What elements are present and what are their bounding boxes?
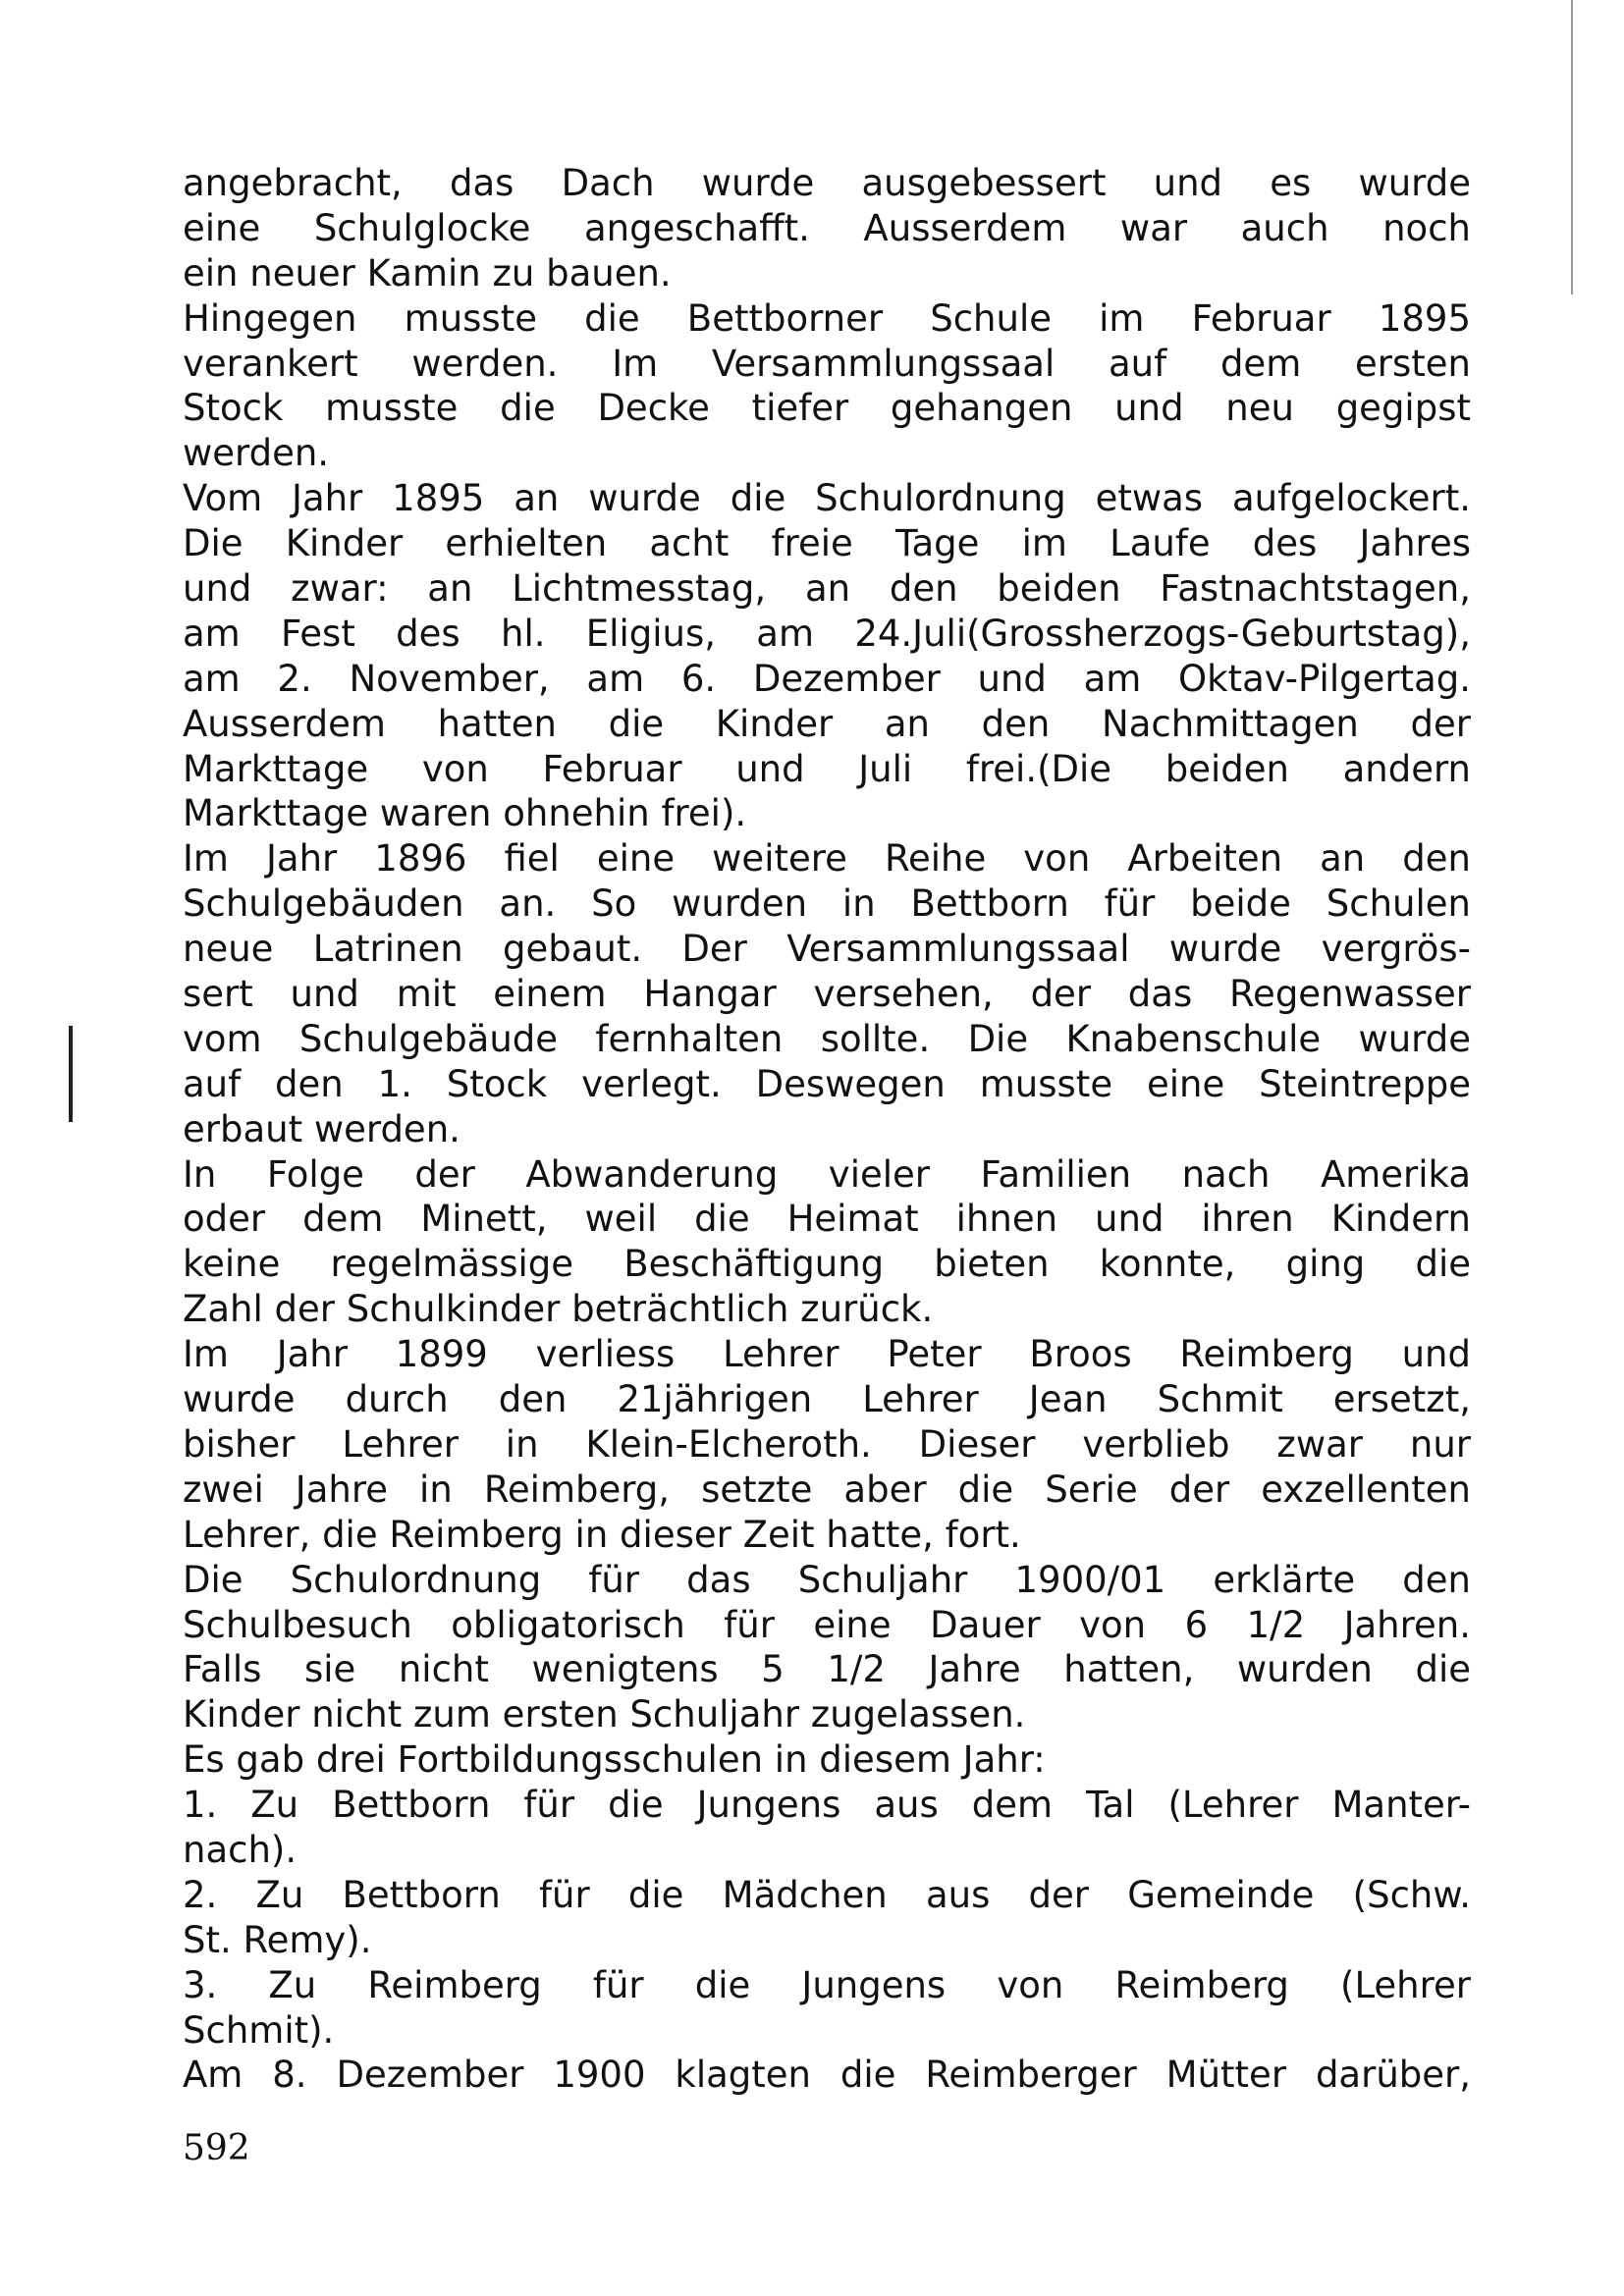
text-line: ein neuer Kamin zu bauen. [183, 251, 672, 294]
text-line: auf den 1. Stock verlegt. Deswegen musste eine Steintreppe [183, 1062, 1471, 1105]
text-line: keine regelmässige Beschäftigung bieten konnte, ging die [183, 1243, 1471, 1286]
text-line: Ausserdem hatten die Kinder an den Nachmittagen der [183, 702, 1471, 745]
text-line: oder dem Minett, weil die Heimat ihnen und ihren Kindern [183, 1198, 1471, 1241]
text-line: Die Schulordnung für das Schuljahr 1900/01 erklärte den [183, 1558, 1471, 1601]
text-line: Die Kinder erhielten acht freie Tage im Laufe des Jahres [183, 522, 1471, 565]
text-line: Hingegen musste die Bettborner Schule im Februar 1895 [183, 296, 1471, 340]
text-line: am Fest des hl. Eligius, am 24.Juli(Grossherzogs-Geburtstag), [183, 612, 1471, 655]
body-text [183, 161, 1471, 2098]
text-line: 2. Zu Bettborn für die Mädchen aus der Gemeinde (Schw. [183, 1873, 1471, 1916]
text-line: verankert werden. Im Versammlungssaal auf dem ersten [183, 342, 1471, 385]
text-line: zwei Jahre in Reimberg, setzte aber die Serie der exzellenten [183, 1468, 1471, 1511]
text-line: am 2. November, am 6. Dezember und am Oktav-Pilgertag. [183, 657, 1471, 700]
text-line: nach). [183, 1828, 298, 1871]
text-line: Es gab drei Fortbildungsschulen in diesem Jahr: [183, 1738, 1046, 1782]
text-line: Schulbesuch obligatorisch für eine Dauer von 6 1/2 Jahren. [183, 1603, 1471, 1646]
text-line: bisher Lehrer in Klein-Elcheroth. Dieser verblieb zwar nur [183, 1422, 1471, 1466]
text-line: Kinder nicht zum ersten Schuljahr zugelassen. [183, 1693, 1026, 1736]
text-line: Schulgebäuden an. So wurden in Bettborn für beide Schulen [183, 882, 1471, 926]
text-line: In Folge der Abwanderung vieler Familien nach Amerika [183, 1152, 1471, 1196]
margin-mark [69, 1026, 73, 1122]
text-line: Markttage waren ohnehin frei). [183, 792, 747, 835]
text-line: 3. Zu Reimberg für die Jungens von Reimberg (Lehrer [183, 1963, 1471, 2006]
text-line: Stock musste die Decke tiefer gehangen und neu gegipst [183, 387, 1471, 430]
text-line: Am 8. Dezember 1900 klagten die Reimberger Mütter darüber, [183, 2054, 1471, 2097]
text-line: neue Latrinen gebaut. Der Versammlungssaal wurde vergrös- [183, 928, 1471, 971]
text-line: sert und mit einem Hangar versehen, der das Regenwasser [183, 973, 1471, 1016]
page-number: 592 [183, 2128, 250, 2168]
text-line: eine Schulglocke angeschafft. Ausserdem war auch noch [183, 206, 1471, 249]
text-line: und zwar: an Lichtmesstag, an den beiden Fastnachtstagen, [183, 567, 1471, 611]
text-line: Schmit). [183, 2008, 335, 2052]
scan-edge-line [1571, 0, 1573, 294]
text-line: Markttage von Februar und Juli frei.(Die beiden andern [183, 747, 1471, 790]
text-line: 1. Zu Bettborn für die Jungens aus dem Tal (Lehrer Manter- [183, 1784, 1471, 1827]
text-line: Lehrer, die Reimberg in dieser Zeit hatte, fort. [183, 1513, 1021, 1556]
text-line: St. Remy). [183, 1918, 372, 1961]
text-line: erbaut werden. [183, 1107, 460, 1150]
text-line: angebracht, das Dach wurde ausgebessert und es wurde [183, 162, 1471, 204]
text-line: vom Schulgebäude fernhalten sollte. Die Knabenschule wurde [183, 1017, 1471, 1060]
text-line: Vom Jahr 1895 an wurde die Schulordnung etwas aufgelockert. [183, 477, 1471, 520]
text-line: Im Jahr 1899 verliess Lehrer Peter Broos Reimberg und [183, 1333, 1471, 1376]
text-line: Zahl der Schulkinder beträchtlich zurück. [183, 1288, 934, 1331]
text-line: wurde durch den 21jährigen Lehrer Jean Schmit ersetzt, [183, 1378, 1471, 1421]
text-line: werden. [183, 432, 330, 475]
text-line: Im Jahr 1896 fiel eine weitere Reihe von Arbeiten an den [183, 837, 1471, 881]
text-line: Falls sie nicht wenigtens 5 1/2 Jahre hatten, wurden die [183, 1648, 1471, 1691]
